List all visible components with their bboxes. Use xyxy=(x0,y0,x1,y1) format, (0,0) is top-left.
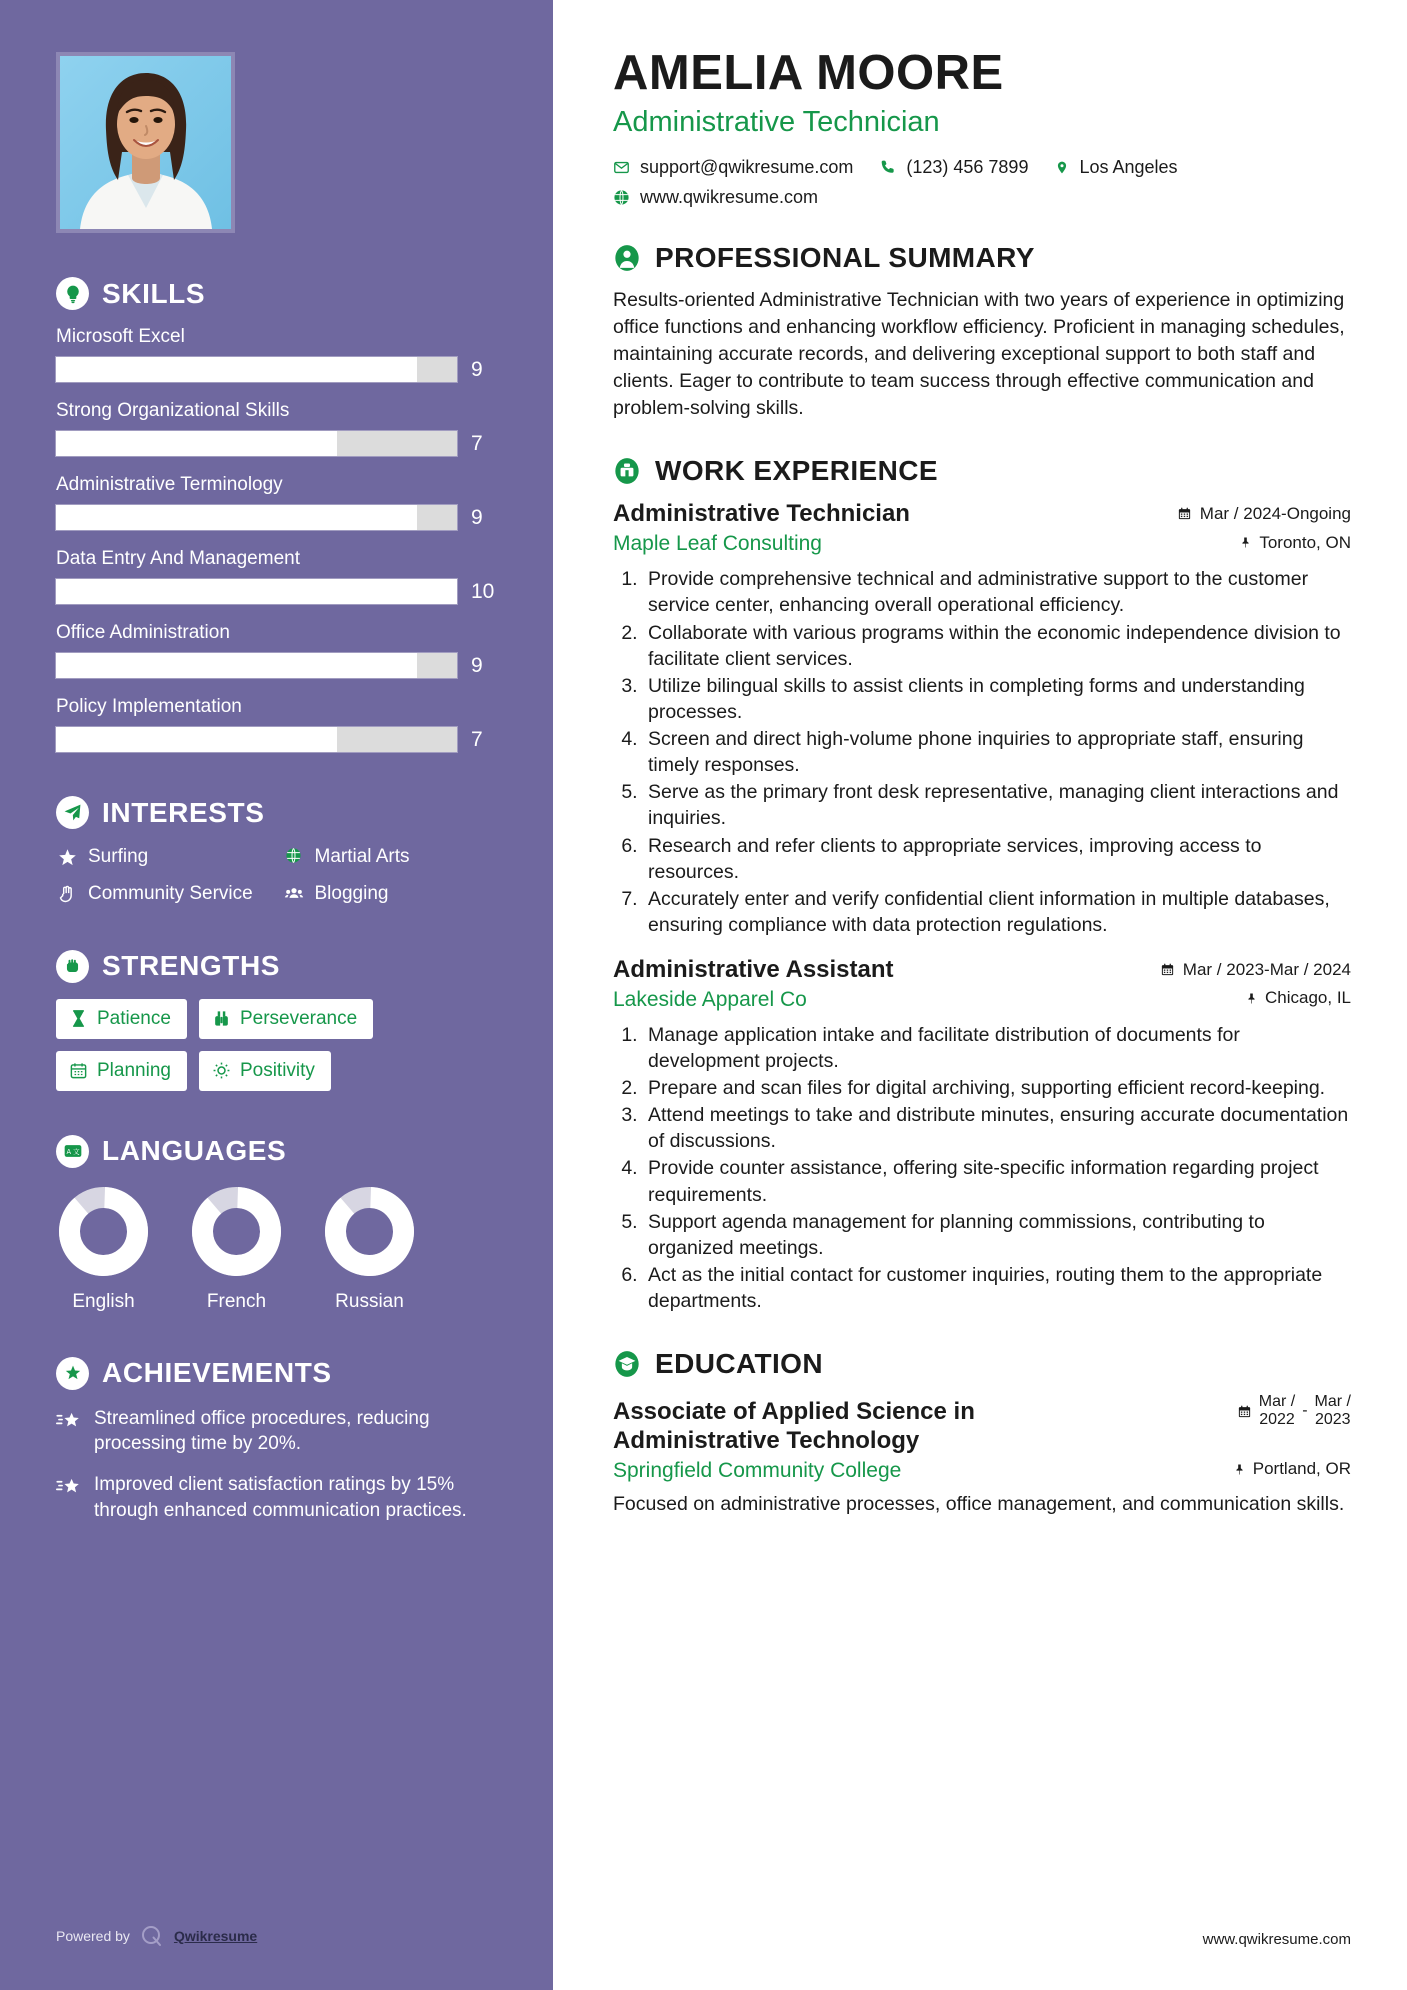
globe-icon xyxy=(283,847,305,864)
achievement-item xyxy=(56,1472,501,1523)
language-donut-chart xyxy=(56,1184,151,1279)
qwikresume-logo-icon xyxy=(140,1924,164,1948)
skill-bar-fill xyxy=(56,505,417,530)
skill-bar-row xyxy=(56,431,501,456)
skill-bar-track xyxy=(56,653,457,678)
skill-item xyxy=(56,400,501,456)
job-location-text: Toronto, ON xyxy=(1259,532,1351,552)
job-date-text: Mar / 2023-Mar / 2024 xyxy=(1182,959,1351,979)
strength-item xyxy=(56,1051,187,1091)
achievements-list xyxy=(56,1406,501,1524)
skill-bar-fill xyxy=(56,653,417,678)
graduation-icon xyxy=(613,1350,641,1378)
strengths-list xyxy=(56,999,501,1091)
globe-icon xyxy=(613,189,630,206)
job-bullet: 4. Provide counter assistance, offering site-specific information regarding project requirements. xyxy=(643,1155,1351,1207)
summary-section-header xyxy=(613,242,1351,274)
education-start-year: 2022 xyxy=(1259,1411,1295,1429)
skill-bar-fill xyxy=(56,357,417,382)
contact-text: support@qwikresume.com xyxy=(640,156,854,177)
job-bullet: 4. Screen and direct high-volume phone inquiries to appropriate staff, ensuring timely responses. xyxy=(643,726,1351,778)
fist-icon xyxy=(56,950,89,983)
language-label: Russian xyxy=(335,1290,404,1312)
contact-block xyxy=(613,157,1351,208)
contact-row-primary xyxy=(613,157,1351,178)
education-end-month: Mar / xyxy=(1314,1393,1351,1411)
job-bullet: 1. Provide comprehensive technical and administrative support to the customer service center, enhancing overall operational efficiency. xyxy=(643,566,1351,618)
award-star-icon xyxy=(56,1357,89,1390)
skill-value: 10 xyxy=(471,579,495,603)
skill-bar-track xyxy=(56,357,457,382)
hourglass-icon xyxy=(69,1009,88,1028)
school-name: Springfield Community College xyxy=(613,1458,902,1482)
skill-bar-row xyxy=(56,505,501,530)
svg-text:文: 文 xyxy=(72,1147,80,1156)
skill-bar-row xyxy=(56,579,501,604)
interests-list xyxy=(56,845,501,906)
svg-text:A: A xyxy=(66,1147,71,1156)
job-bullet: 3. Utilize bilingual skills to assist clients in completing forms and understanding processes. xyxy=(643,673,1351,725)
strengths-title: STRENGTHS xyxy=(102,950,281,981)
map-pin-icon xyxy=(1240,535,1252,550)
strengths-section-header xyxy=(56,950,501,983)
education-section-header xyxy=(613,1348,1351,1380)
main-footer-website: www.qwikresume.com xyxy=(1202,1931,1351,1948)
skill-label: Strong Organizational Skills xyxy=(56,400,290,421)
job-header-row xyxy=(613,500,1351,529)
interest-item xyxy=(283,882,502,906)
map-pin-icon xyxy=(1234,1462,1246,1477)
job-bullet: 2. Collaborate with various programs within the economic independence division to facilitate client services. xyxy=(643,620,1351,672)
education-date xyxy=(1237,1393,1351,1429)
job-location xyxy=(1246,988,1351,1008)
achievement-item xyxy=(56,1406,501,1457)
languages-title: LANGUAGES xyxy=(102,1135,287,1166)
languages-list xyxy=(56,1184,501,1313)
skill-bar-row xyxy=(56,357,501,382)
job-bullet: 2. Prepare and scan files for digital archiving, supporting efficient record-keeping. xyxy=(643,1075,1351,1101)
education-title: EDUCATION xyxy=(655,1348,823,1380)
education-subheader-row xyxy=(613,1456,1351,1483)
contact-text: Los Angeles xyxy=(1079,156,1178,177)
skill-value: 9 xyxy=(471,505,483,529)
shooting-star-icon xyxy=(56,1410,82,1432)
job-bullet: 6. Research and refer clients to appropriate services, improving access to resources. xyxy=(643,833,1351,885)
contact-text: www.qwikresume.com xyxy=(640,186,819,207)
strength-item xyxy=(199,1051,331,1091)
skills-section-header xyxy=(56,277,501,310)
people-icon xyxy=(283,884,305,904)
skill-value: 7 xyxy=(471,431,483,455)
skill-item xyxy=(56,326,501,382)
skill-value: 9 xyxy=(471,357,483,381)
lightbulb-icon xyxy=(56,277,89,310)
contact-item[interactable] xyxy=(613,157,853,178)
skill-bar-row xyxy=(56,727,501,752)
sidebar xyxy=(0,0,557,1990)
interest-label: Martial Arts xyxy=(314,846,410,867)
job-subheader-row xyxy=(613,529,1351,556)
language-label: English xyxy=(72,1290,135,1312)
strength-item xyxy=(56,999,187,1039)
skill-bar-track xyxy=(56,505,457,530)
sun-icon xyxy=(212,1061,231,1080)
contact-item[interactable] xyxy=(1055,157,1177,178)
interests-section-header xyxy=(56,796,501,829)
job-date-text: Mar / 2024-Ongoing xyxy=(1199,503,1351,523)
mail-icon xyxy=(613,159,630,176)
sidebar-footer xyxy=(56,1924,257,1948)
main-column xyxy=(557,0,1407,1990)
education-start-month: Mar / xyxy=(1258,1393,1296,1411)
job-date xyxy=(1160,960,1351,980)
education-location-text: Portland, OR xyxy=(1252,1459,1351,1479)
interest-label: Community Service xyxy=(88,882,253,904)
skill-label: Office Administration xyxy=(56,622,230,643)
star-icon xyxy=(56,847,78,868)
language-item xyxy=(322,1184,417,1313)
skill-label: Data Entry And Management xyxy=(56,548,300,569)
interest-item xyxy=(283,845,502,869)
strength-label: Perseverance xyxy=(239,1007,358,1029)
education-list xyxy=(613,1393,1351,1516)
interests-title: INTERESTS xyxy=(102,796,265,828)
skill-item xyxy=(56,474,501,530)
job-bullet: 6. Act as the initial contact for customer inquiries, routing them to the appropriate departments. xyxy=(643,1262,1351,1314)
job-subheader-row xyxy=(613,985,1351,1012)
skill-label: Administrative Terminology xyxy=(56,474,283,495)
job-title: Administrative Assistant xyxy=(613,956,894,984)
contact-row-secondary xyxy=(613,187,1351,208)
languages-section-header xyxy=(56,1135,501,1168)
job-company: Lakeside Apparel Co xyxy=(613,987,807,1011)
powered-by-label: Powered by xyxy=(56,1928,130,1944)
education-end-year: 2023 xyxy=(1314,1411,1351,1429)
skill-bar-track xyxy=(56,727,457,752)
summary-text: Results-oriented Administrative Technician with two years of experience in optimizing office functions and enhancing workflow efficiency. Proficient in managing schedules, maintaining accurate records, and delivering exceptional support to both staff and clients. Eager to contribute to team success through effective communication and problem-solving skills. xyxy=(613,288,1345,419)
skills-title: SKILLS xyxy=(102,277,206,309)
language-donut-chart xyxy=(322,1184,417,1279)
language-item xyxy=(189,1184,284,1313)
education-entry xyxy=(613,1393,1351,1516)
strength-label: Planning xyxy=(97,1059,171,1081)
calendar-icon xyxy=(1237,1404,1252,1419)
skill-value: 7 xyxy=(471,727,483,751)
language-donut-chart xyxy=(189,1184,284,1279)
work-section-header xyxy=(613,455,1351,487)
degree-title: Associate of Applied Science in Administrative Technology xyxy=(613,1397,975,1454)
job-bullet: 5. Support agenda management for planning commissions, contributing to organized meetings. xyxy=(643,1209,1351,1261)
qwikresume-link[interactable]: Qwikresume xyxy=(173,1928,258,1944)
skill-item xyxy=(56,622,501,678)
shooting-star-icon xyxy=(56,1476,82,1498)
interest-item xyxy=(56,845,275,869)
job-bullet: 5. Serve as the primary front desk representative, managing client interactions and inquiries. xyxy=(643,779,1351,831)
job-date xyxy=(1177,504,1351,524)
job-header-row xyxy=(613,956,1351,985)
achievement-text: Improved client satisfaction ratings by 15% through enhanced communication practices. xyxy=(94,1474,467,1521)
skill-bar-row xyxy=(56,653,501,678)
contact-item[interactable] xyxy=(613,187,818,208)
summary-title: PROFESSIONAL SUMMARY xyxy=(655,241,1035,273)
job-bullet: 3. Attend meetings to take and distribute minutes, ensuring accurate documentation of discussions. xyxy=(643,1102,1351,1154)
strength-item xyxy=(199,999,373,1039)
education-location xyxy=(1234,1459,1351,1479)
map-pin-icon xyxy=(1246,991,1258,1006)
skill-item xyxy=(56,548,501,604)
location-pin-icon xyxy=(1055,159,1069,176)
person-icon xyxy=(613,244,641,272)
paper-plane-icon xyxy=(56,796,89,829)
skill-bar-fill xyxy=(56,579,457,604)
skill-value: 9 xyxy=(471,653,483,677)
skill-bar-track xyxy=(56,579,457,604)
job-bullet: 7. Accurately enter and verify confidential client information in multiple databases, ensuring compliance with data protection regulations. xyxy=(643,886,1351,938)
briefcase-icon xyxy=(613,457,641,485)
job-role-subtitle: Administrative Technician xyxy=(613,105,940,138)
achievements-title: ACHIEVEMENTS xyxy=(102,1357,332,1388)
interest-label: Surfing xyxy=(88,846,149,867)
job-company: Maple Leaf Consulting xyxy=(613,532,822,556)
achievements-section-header xyxy=(56,1357,501,1390)
education-header-row xyxy=(613,1393,1351,1455)
skill-label: Microsoft Excel xyxy=(56,326,185,347)
strength-label: Patience xyxy=(97,1007,171,1029)
calendar-icon xyxy=(1177,506,1192,521)
work-experience-entry xyxy=(613,500,1351,938)
contact-item[interactable] xyxy=(880,157,1028,178)
education-start-date xyxy=(1259,1393,1295,1429)
job-location-text: Chicago, IL xyxy=(1265,988,1351,1008)
phone-icon xyxy=(880,159,896,175)
language-label: French xyxy=(206,1290,267,1312)
jobs-list xyxy=(613,500,1351,1314)
binoculars-icon xyxy=(212,1009,231,1028)
calendar-icon xyxy=(1160,962,1175,977)
skill-item xyxy=(56,696,501,752)
work-experience-entry xyxy=(613,956,1351,1314)
education-date-separator: - xyxy=(1302,1402,1308,1420)
skill-bar-fill xyxy=(56,727,337,752)
job-bullets xyxy=(613,566,1351,938)
achievement-text: Streamlined office procedures, reducing processing time by 20%. xyxy=(94,1407,430,1454)
strength-label: Positivity xyxy=(239,1059,315,1081)
job-location xyxy=(1240,533,1351,553)
job-title: Administrative Technician xyxy=(613,500,910,528)
hand-icon xyxy=(56,884,78,904)
translate-icon xyxy=(56,1135,89,1168)
page-title: AMELIA MOORE xyxy=(613,46,1004,100)
interest-item xyxy=(56,882,275,906)
work-title: WORK EXPERIENCE xyxy=(655,455,938,487)
job-bullet: 1. Manage application intake and facilitate distribution of documents for development projects. xyxy=(643,1022,1351,1074)
skills-list xyxy=(56,326,501,752)
interest-label: Blogging xyxy=(314,882,389,904)
language-item xyxy=(56,1184,151,1313)
contact-text: (123) 456 7899 xyxy=(906,156,1029,177)
education-description: Focused on administrative processes, office management, and communication skills. xyxy=(613,1492,1345,1515)
job-bullets xyxy=(613,1022,1351,1314)
skill-label: Policy Implementation xyxy=(56,696,242,717)
skill-bar-fill xyxy=(56,431,337,456)
education-end-date xyxy=(1315,1393,1351,1429)
skill-bar-track xyxy=(56,431,457,456)
calendar-icon xyxy=(69,1061,88,1080)
avatar xyxy=(56,52,235,233)
